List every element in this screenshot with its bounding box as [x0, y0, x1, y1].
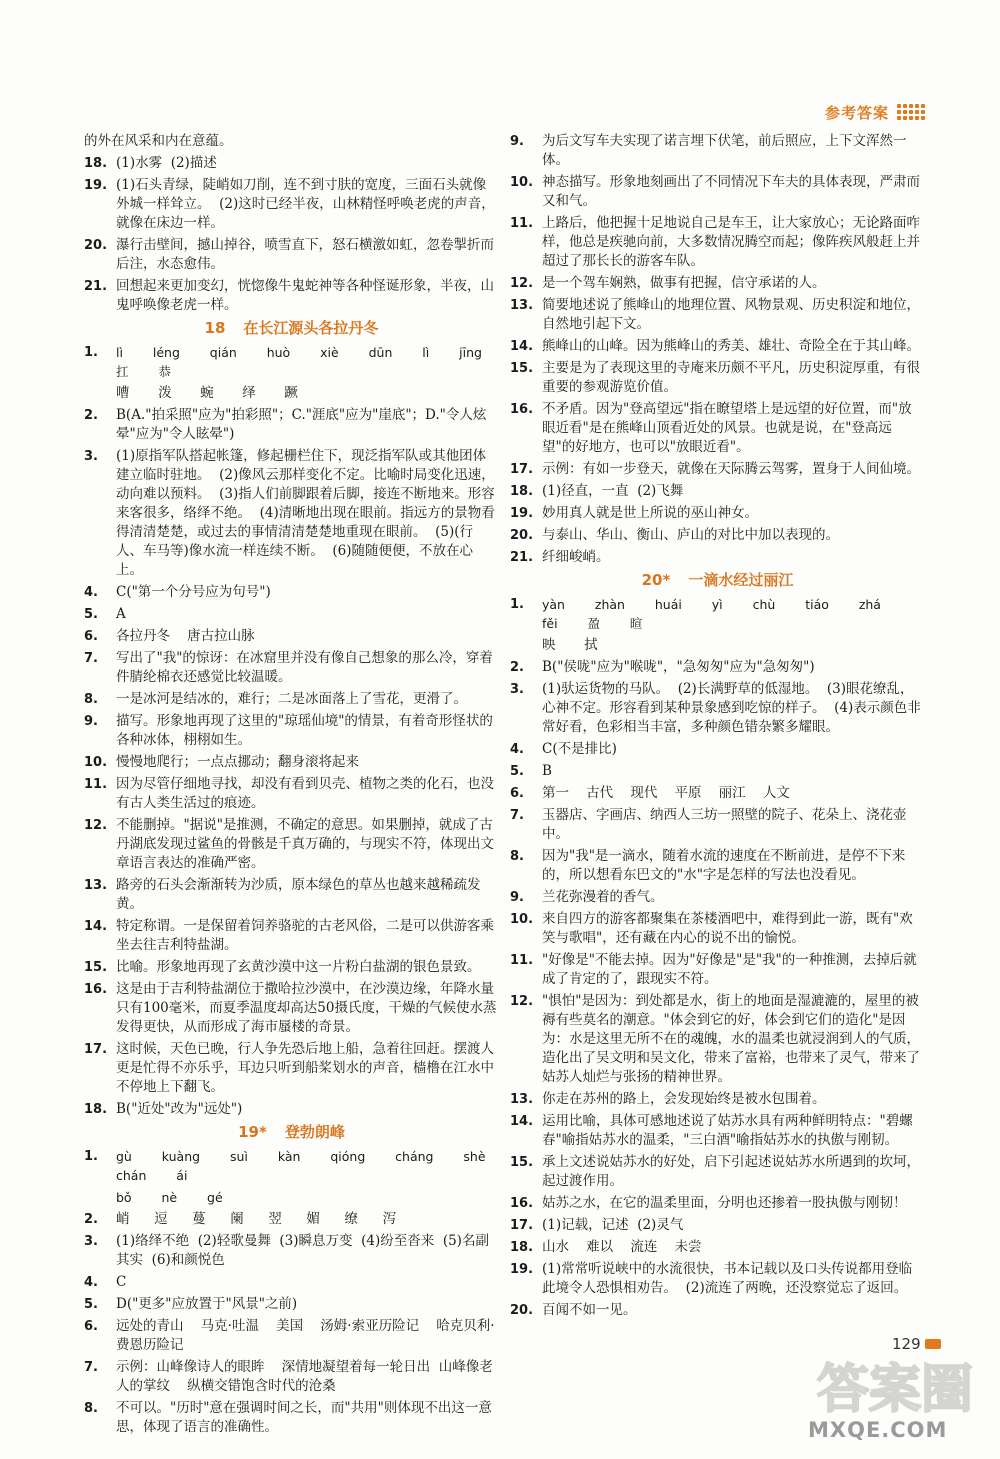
- header-title: 参考答案: [825, 103, 890, 122]
- continuation-text: 的外在风采和内在意蕴。: [84, 133, 233, 149]
- answer-item: 19. (1)石头青绿，陡峭如刀削，连不到寸肤的宽度，三面石头就像外城一样耸立。 (2)这时已经半夜，山林精怪呼唤老虎的声音，就像在床边一样。: [84, 177, 495, 231]
- section-title-20: 20* 一滴水经过丽江: [641, 571, 794, 589]
- answer-item: 13. 路旁的石头会渐渐转为沙质，原本绿色的草丛也越来越稀疏发黄。: [84, 877, 481, 912]
- header-dots-icon: [897, 104, 925, 120]
- answer-item: 4. C: [84, 1274, 127, 1290]
- answer-item: 2. B("侯咙"应为"喉咙"，"急匆匆"应为"急匆匆"): [510, 659, 815, 675]
- answer-item: 13. 简要地述说了熊峰山的地理位置、风物景观、历史积淀和地位，自然地引起下文。: [510, 297, 920, 332]
- answer-item: 5. B: [510, 763, 552, 779]
- answer-item: 6. 各拉丹冬 唐古拉山脉: [84, 628, 255, 644]
- answer-item: 20. 瀑行击壁间，撼山掉谷，喷雪直下，怒石横激如虹，忽卷掣折而后注，水态愈伟。: [84, 237, 494, 272]
- answer-item: 14. 特定称谓。一是保留着饲养骆驼的古老风俗，二是可以供游客乘坐去往吉利特盐湖。: [84, 918, 494, 953]
- answer-item: 15. 承上文述说姑苏水的好处，启下引起述说姑苏水所遇到的坎坷，起过渡作用。: [510, 1154, 920, 1189]
- answer-continuation: 嘈 泼 蜿 绎 蹶: [116, 385, 298, 401]
- answer-item: 8. 因为"我"是一滴水，随着水流的速度在不断前进，是停不下来的，所以想看东巴文的"水"字是怎样的写法也没看见。: [510, 848, 906, 883]
- answer-item: 17. (1)记载，记述 (2)灵气: [510, 1217, 684, 1233]
- answer-item: 12. 不能删掉。"据说"是推测，不确定的意思。如果删掉，就成了古丹湖底发现过鲨鱼的骨骸是千真万确的，与现实不符，体现出文章语言表达的准确严密。: [84, 817, 494, 871]
- answer-item: 10. 来自四方的游客都聚集在茶楼酒吧中，难得到此一游，既有"欢笑与歌唱"，还有藏在内心的说不出的愉悦。: [510, 911, 913, 946]
- answer-item: 1. yàn zhàn huái yì chù tiáo zhá fěi 盈 暄: [510, 597, 911, 631]
- answer-item: 16. 不矛盾。因为"登高望远"指在瞭望塔上是远望的好位置，而"放眼近看"是在熊峰山顶看近处的风景。也就是说，在"登高远望"的好地方，也可以"放眼近看"。: [510, 401, 912, 455]
- answer-item: 11. "好像是"不能去掉。因为"好像是"是"我"的一种推测，去掉后就成了肯定的了，跟现实不符。: [510, 952, 917, 987]
- answer-item: 18. 山水 难以 流连 未尝: [510, 1239, 702, 1255]
- answer-item: 11. 因为尽管仔细地寻找，却没有看到贝壳、植物之类的化石，也没有古人类生活过的痕迹。: [84, 776, 494, 811]
- answer-continuation: bǒ nè gé: [116, 1190, 223, 1205]
- answer-item: 1. gù kuàng suì kàn qióng cháng shè chán ái: [84, 1149, 516, 1183]
- answer-item: 21. 纤细峻峭。: [510, 549, 610, 565]
- answer-item: 10. 慢慢地爬行；一点点挪动；翻身滚将起来: [84, 754, 359, 770]
- answer-item: 14. 熊峰山的山峰。因为熊峰山的秀美、雄壮、奇险全在于其山峰。: [510, 338, 920, 354]
- answer-continuation: 映 拭: [542, 637, 598, 653]
- answer-item: 3. (1)原指军队搭起帐篷，修起栅栏住下，现泛指军队或其他团体建立临时驻地。 (2)像风云那样变化不定。比喻时局变化迅速，动向难以预料。 (3)指人们前脚跟着后脚，接连不断地来。形容来客很多，络绎不绝。 (4)清晰地出现在眼前。指远方的景物看得清清楚楚，或过去的事情清清楚楚地重现在眼前。 (5)(行人、车马等)像水流一样连续不断。 (6)随随便便，不放在心上。: [84, 448, 495, 578]
- answer-item: 8. 不可以。"历时"意在强调时间之长，而"共用"则体现不出这一意思，体现了语言的准确性。: [84, 1400, 492, 1435]
- answer-item: 2. B(A."拍采照"应为"拍彩照"；C."涯底"应为"崖底"；D."令人炫晕"应为"令人眩晕"): [84, 407, 487, 442]
- answer-item: 17. 示例：有如一步登天，就像在天际腾云驾雾，置身于人间仙境。: [510, 461, 920, 477]
- answer-item: 18. (1)径直，一直 (2)飞舞: [510, 483, 684, 499]
- section-title-19: 19* 登勃朗峰: [238, 1123, 345, 1141]
- section-title-18: 18 在长江源头各拉丹冬: [204, 319, 379, 337]
- answer-item: 12. 是一个驾车娴熟，做事有把握，信守承诺的人。: [510, 275, 826, 291]
- page-header: [825, 100, 925, 124]
- answer-item: 2. 峭 逗 蔓 阑 翌 媚 缭 泻: [84, 1211, 397, 1227]
- left-column: [84, 132, 516, 1440]
- answer-item: 9. 兰花弥漫着的香气。: [510, 889, 664, 905]
- answer-item: 14. 运用比喻，具体可感地述说了姑苏水具有两种鲜明特点："碧螺春"喻指姑苏水的温柔，"三白酒"喻指姑苏水的执傲与刚韧。: [510, 1113, 913, 1148]
- answer-item: 8. 一是冰河是结冰的，难行；二是冰面落上了雪花，更滑了。: [84, 691, 467, 707]
- answer-item: 4. C("第一个分号应为句号"): [84, 584, 271, 600]
- answer-item: 11. 上路后，他把握十足地说自己是车王，让大家放心；无论路面咋样，他总是疾驰向前，大多数情况腾空而起；像阵疾风般赶上并超过了那长长的游客车队。: [510, 215, 920, 269]
- answer-item: 6. 远处的青山 马克·吐温 美国 汤姆·索亚历险记 哈克贝利·费恩历险记: [84, 1318, 495, 1353]
- answer-item: 16. 姑苏之水，在它的温柔里面，分明也还掺着一股执傲与刚韧！: [510, 1195, 907, 1211]
- answer-item: 9. 为后文写车夫实现了诺言埋下伏笔，前后照应，上下文浑然一体。: [510, 133, 907, 168]
- answer-item: 6. 第一 古代 现代 平原 丽江 人文: [510, 785, 790, 801]
- answer-item: 16. 这是由于吉利特盐湖位于撒哈拉沙漠中，在沙漠边缘，年降水量只有100毫米，而夏季温度却高达50摄氏度，干燥的气候使水蒸发得更快，从而形成了海市蜃楼的奇景。: [84, 981, 497, 1035]
- answer-item: 15. 主要是为了表现这里的寺庵来历颇不平凡，历史积淀厚重，有很重要的参观游览价值。: [510, 360, 920, 395]
- watermark-url: MXQE.COM: [808, 1418, 948, 1442]
- answer-item: 7. 示例：山峰像诗人的眼眸 深情地凝望着每一轮日出 山峰像老人的掌纹 纵横交错饱含时代的沧桑: [84, 1359, 493, 1394]
- answer-item: 4. C(不是排比): [510, 741, 617, 757]
- answer-item: 7. 写出了"我"的惊讶：在冰窟里并没有像自己想象的那么冷，穿着件腈纶棉衣还感觉比较温暖。: [84, 650, 493, 685]
- answer-item: 10. 神态描写。形象地刻画出了不同情况下车夫的具体表现，严肃而又和气。: [510, 174, 920, 209]
- answer-item: 15. 比喻。形象地再现了玄黄沙漠中这一片粉白盐湖的银色景致。: [84, 959, 481, 975]
- answer-item: 17. 这时候，天色已晚，行人争先恐后地上船，急着往回赶。摆渡人更是忙得不亦乐乎，耳边只听到船桨划水的声音，樯橹在江水中不停地上下翻飞。: [84, 1041, 494, 1095]
- answer-item: 3. (1)络绎不绝 (2)轻歌曼舞 (3)瞬息万变 (4)纷至沓来 (5)名副其实 (6)和颜悦色: [84, 1233, 489, 1268]
- answer-item: 12. "惧怕"是因为：到处都是水，街上的地面是湿漉漉的，屋里的被褥有些莫名的潮意。"体会到它的好，体会到它们的造化"是因为：水是这里无所不在的魂魄，水的温柔也就浸润到人的气质，造化出了吴文明和吴文化，带来了富裕，也带来了灵气，带来了姑苏人灿烂与张扬的精神世界。: [510, 993, 920, 1085]
- answer-item: 9. 描写。形象地再现了这里的"琼瑶仙境"的情景，有着奇形怪状的各种冰体，栩栩如生。: [84, 713, 493, 748]
- page-number: 129: [892, 1335, 921, 1353]
- answer-item: 5. A: [84, 606, 126, 622]
- answer-item: 20. 与泰山、华山、衡山、庐山的对比中加以表现的。: [510, 527, 839, 543]
- answer-item: 3. (1)驮运货物的马队。 (2)长满野草的低湿地。 (3)眼花缭乱，心神不定。形容看到某种景象感到吃惊的样子。 (4)表示颜色非常好看，色彩相当丰富，多种颜色错杂繁多耀眼。: [510, 681, 921, 735]
- right-column: [510, 132, 925, 1323]
- answer-item: 13. 你走在苏州的路上，会发现始终是被水包围着。: [510, 1091, 826, 1107]
- answer-item: 5. D("更多"应放置于"风景"之前): [84, 1296, 298, 1312]
- answer-item: 1. lì léng qián huò xiè dūn lì jīng 扛 恭: [84, 345, 512, 379]
- answer-item: 19. (1)常常听说峡中的水流很快，书本记载以及口头传说都用登临此境令人恐惧相劝告。 (2)流连了两晚，还没察觉忘了返回。: [510, 1261, 913, 1296]
- answer-item: 21. 回想起来更加变幻，恍惚像牛鬼蛇神等各种怪诞形象，半夜，山鬼呼唤像老虎一样。: [84, 278, 494, 313]
- answer-item: 18. B("近处"改为"远处"): [84, 1101, 243, 1117]
- answer-item: 19. 妙用真人就是世上所说的巫山神女。: [510, 505, 758, 521]
- answer-item: 7. 玉器店、字画店、纳西人三坊一照壁的院子、花朵上、浇花壶中。: [510, 807, 907, 842]
- svg-text:答案圈: 答案圈: [816, 1360, 974, 1420]
- answer-item: 18. (1)水雾 (2)描述: [84, 155, 217, 171]
- answer-item: 20. 百闻不如一见。: [510, 1302, 637, 1318]
